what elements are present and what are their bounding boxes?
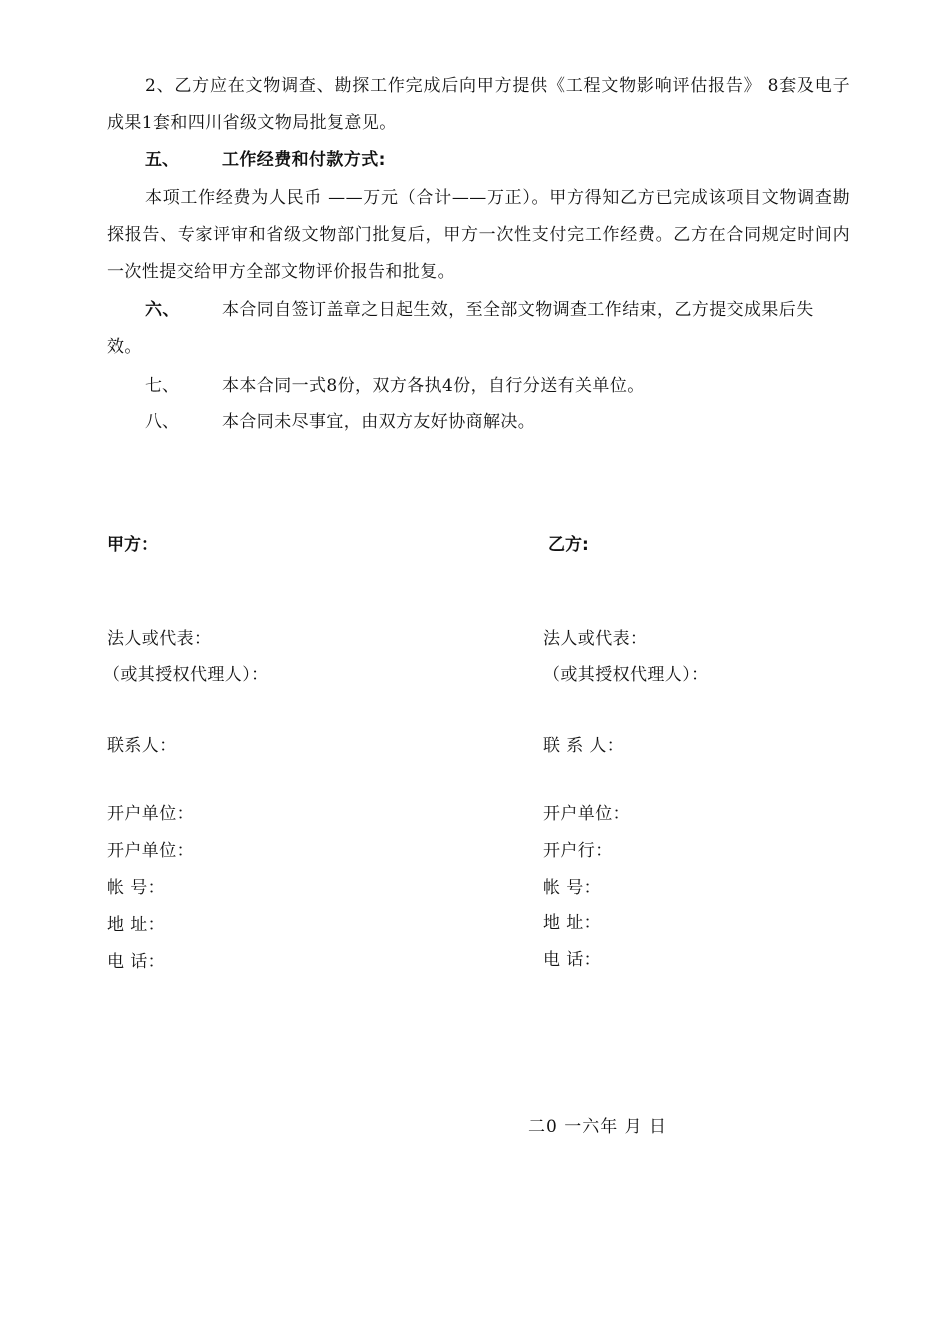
party-b-account: 帐 号：: [543, 878, 602, 898]
party-a-bank-unit-2: 开户单位：: [107, 841, 194, 861]
section-8-number: 八、: [145, 412, 179, 432]
party-b-representative: 法人或代表：: [543, 629, 648, 649]
section-5-number: 五、: [145, 150, 179, 170]
party-b-label: 乙方:: [548, 535, 589, 555]
section-6-number: 六、: [145, 300, 180, 320]
party-a-representative: 法人或代表：: [107, 629, 212, 649]
section-7-number: 七、: [145, 376, 179, 396]
party-a-address: 地 址：: [107, 915, 166, 935]
section-7-text: 本本合同一式8份，双方各执4份，自行分送有关单位。: [222, 376, 645, 396]
section-6: [107, 292, 850, 366]
party-a-contact: 联系人：: [107, 736, 177, 756]
signing-date: 二0 一六年 月 日: [528, 1117, 668, 1137]
clause-item-2: 2、乙方应在文物调查、勘探工作完成后向甲方提供《工程文物影响评估报告》 8套及电子成果1套和四川省级文物局批复意见。: [107, 76, 850, 133]
party-a-label: 甲方：: [107, 535, 158, 555]
section-5-heading: [145, 142, 386, 179]
party-b-contact: 联 系 人：: [543, 736, 625, 756]
section-5-title: 工作经费和付款方式:: [222, 150, 386, 170]
party-a-phone: 电 话：: [107, 952, 166, 972]
party-a-account: 帐 号：: [107, 878, 166, 898]
party-b-bank-unit: 开户单位：: [543, 804, 630, 824]
section-5-body: 本项工作经费为人民币 ——万元（合计——万正）。甲方得知乙方已完成该项目文物调查勘探报告、专家评审和省级文物部门批复后，甲方一次性支付完工作经费。乙方在合同规定时间内一次性提交给甲方全部文物评价报告和批复。: [107, 188, 850, 282]
party-a-bank-unit-1: 开户单位：: [107, 804, 194, 824]
party-b-agent: （或其授权代理人）：: [543, 665, 709, 685]
section-8-text: 本合同未尽事宜，由双方友好协商解决。: [222, 412, 536, 432]
section-7: [145, 368, 645, 405]
party-b-address: 地 址：: [543, 913, 602, 933]
section-8: [145, 404, 535, 441]
party-b-bank: 开户行：: [543, 841, 613, 861]
party-b-phone: 电 话：: [543, 950, 602, 970]
party-a-agent: （或其授权代理人）：: [103, 665, 269, 685]
section-6-text: 本合同自签订盖章之日起生效，至全部文物调查工作结束，乙方提交成果后失 效。: [107, 300, 814, 357]
